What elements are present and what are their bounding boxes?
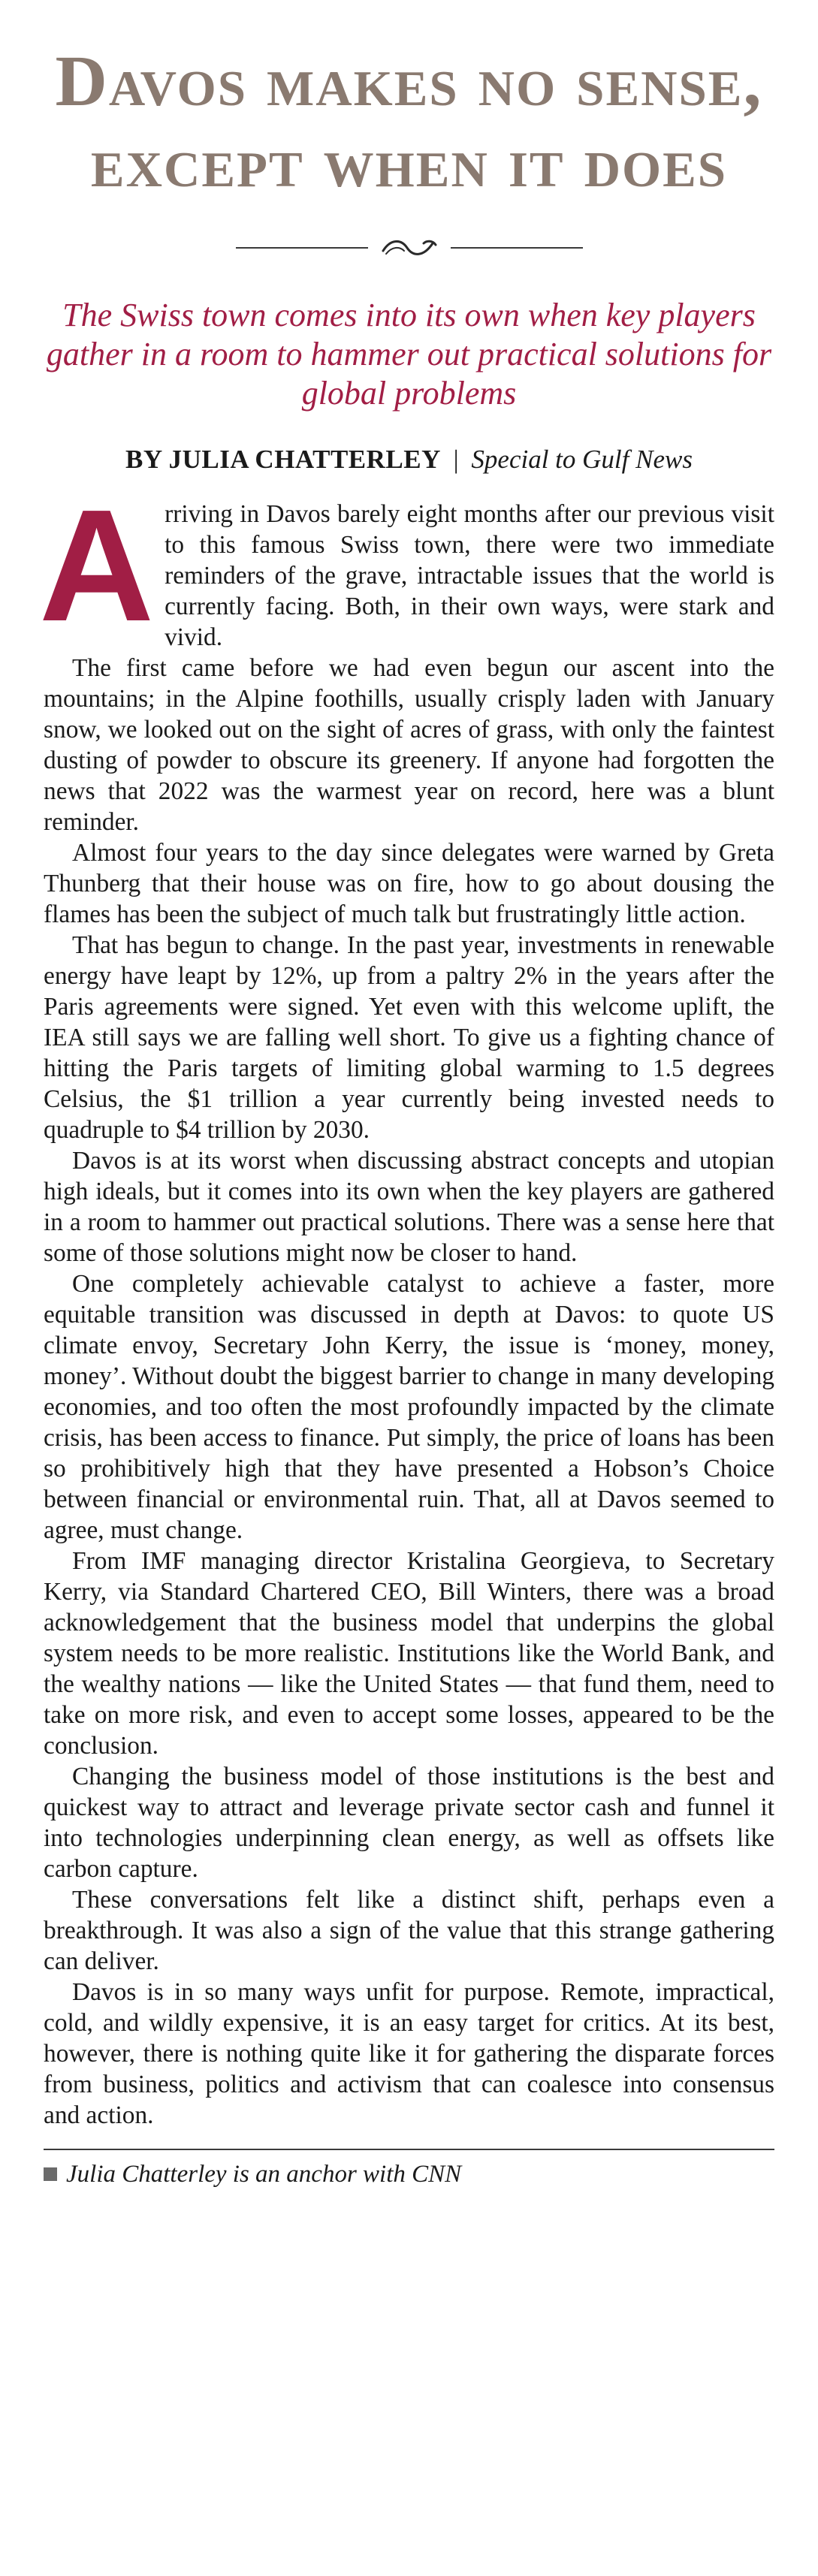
square-bullet-icon (44, 2167, 57, 2181)
ornament-divider (44, 233, 774, 263)
article-body (39, 476, 774, 2131)
ornament-line-right (451, 247, 583, 249)
paragraph-4: That has begun to change. In the past year, investments in renewable energy have leapt by 12%, up from a paltry 2% in the years after the Paris agreements were signed. Yet even with this welcome uplift, the IEA still says we are falling well short. To give us a fighting chance of hitting the Paris targets of limiting global warming to 1.5 degrees Celsius, the $1 trillion a year currently being invested needs to quadruple to $4 trillion by 2030. (44, 931, 774, 1144)
paragraph-8: Changing the business model of those institutions is the best and quickest way to attract and leverage private sector cash and funnel it into technologies underpinning clean energy, as well as offsets like carbon capture. (44, 1763, 774, 1883)
paragraph-10: Davos is in so many ways unfit for purpose. Remote, impractical, cold, and wildly expensive, it is an easy target for critics. At its best, however, there is nothing quite like it for gathering the disparate forces from business, politics and activism that can coalesce into consensus and action. (44, 1978, 774, 2129)
drop-cap: A (39, 476, 155, 654)
paragraph-9: These conversations felt like a distinct shift, perhaps even a breakthrough. It was also a sign of the value that this strange gathering can deliver. (44, 1886, 774, 1975)
standfirst: The Swiss town comes into its own when key players gather in a room to hammer out practical solutions for global problems (46, 297, 772, 412)
paragraph-2: The first came before we had even begun our ascent into the mountains; in the Alpine foothills, usually crisply laden with January snow, we looked out on the sight of acres of grass, with only the faintest dusting of powder to obscure its greenery. If anyone had forgotten the news that 2022 was the warmest year on record, here was a blunt reminder. (44, 654, 774, 836)
byline-outlet: Special to Gulf News (471, 445, 693, 474)
paragraph-3: Almost four years to the day since delegates were warned by Greta Thunberg that their house was on fire, how to go about dousing the flames has been the subject of much talk but frustratingly little action. (44, 839, 774, 928)
paragraph-5: Davos is at its worst when discussing abstract concepts and utopian high ideals, but it comes into its own when the key players are gathered in a room to hammer out practical solutions. There was a sense here that some of those solutions might now be closer to hand. (44, 1147, 774, 1267)
paragraph-1-text: rriving in Davos barely eight months after our previous visit to this famous Swiss town, there were two immediate reminders of the grave, intractable issues that the world is currently facing. Both, in their own ways, were stark and vivid. (165, 500, 774, 651)
ornament-line-left (236, 247, 368, 249)
headline: Davos makes no sense, except when it does (55, 41, 763, 202)
byline-author: BY JULIA CHATTERLEY (125, 445, 441, 474)
paragraph-1 (39, 476, 774, 654)
footer-rule (44, 2149, 774, 2150)
swash-ornament-icon (380, 234, 439, 261)
author-note (44, 2159, 774, 2189)
paragraph-6: One completely achievable catalyst to achieve a faster, more equitable transition was discussed in depth at Davos: to quote US climate envoy, Secretary John Kerry, the issue is ‘money, money, money’. Without doubt the biggest barrier to change in many developing economies, and too often the most profoundly impacted by the climate crisis, has been access to finance. Put simply, the price of loans has been so prohibitively high that they have presented a Hobson’s Choice between financial or environmental ruin. That, all at Davos seemed to agree, must change. (44, 1270, 774, 1544)
byline (44, 443, 774, 476)
paragraph-7: From IMF managing director Kristalina Georgieva, to Secretary Kerry, via Standard Chartered CEO, Bill Winters, there was a broad acknowledgement that the business model that underpins the global system needs to be more realistic. Institutions like the World Bank, and the wealthy nations — like the United States — that fund them, need to take on more risk, and even to accept some losses, appeared to be the conclusion. (44, 1547, 774, 1760)
author-note-text: Julia Chatterley is an anchor with CNN (66, 2161, 462, 2188)
byline-separator: | (453, 445, 459, 474)
